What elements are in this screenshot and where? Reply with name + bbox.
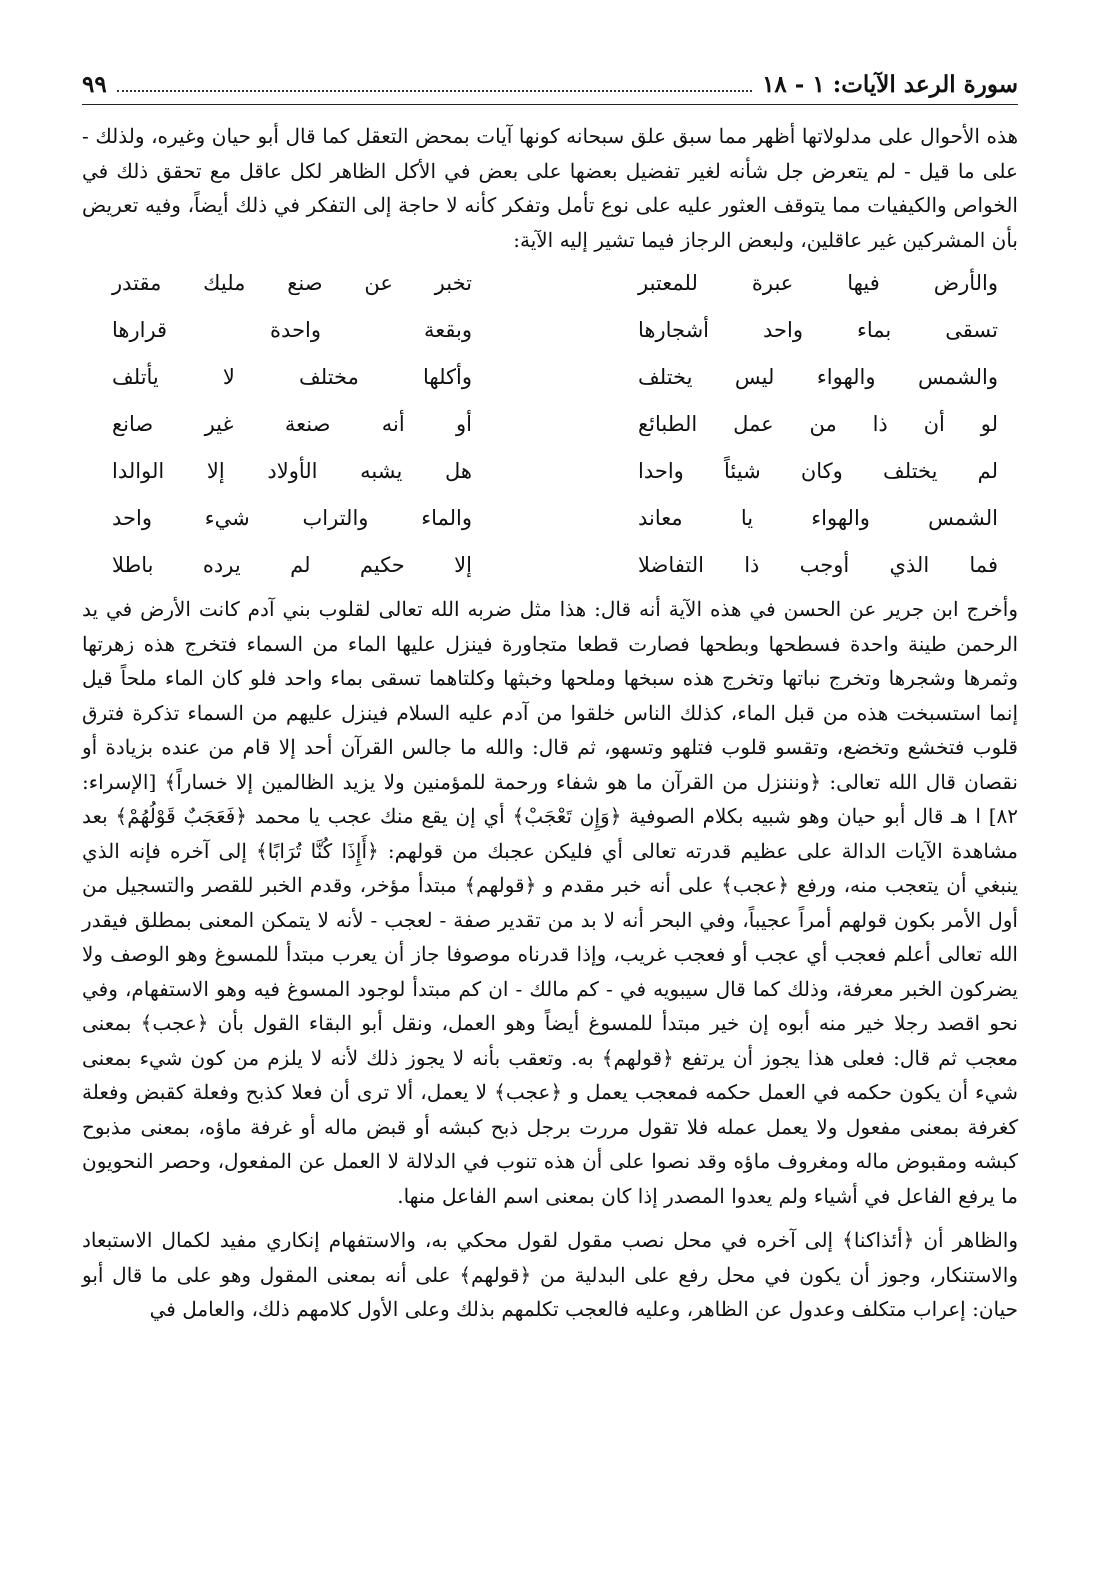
verse-second-hemistich: إلا حكيم لم يرده باطلا [112,552,472,577]
verse-line [82,447,1018,494]
verse-second-hemistich: هل يشبه الأولاد إلا الوالدا [112,458,472,483]
leader-dots [117,90,752,92]
paragraph-gap [82,1213,1018,1223]
verse-second-hemistich: وأكلها مختلف لا يأتلف [112,364,472,389]
verse-first-hemistich: والأرض فيها عبرة للمعتبر [638,270,998,295]
poem-verses [82,259,1018,588]
verse-first-hemistich: والشمس والهواء ليس يختلف [638,364,998,389]
verse-second-hemistich: وبقعة واحدة قرارها [112,317,472,342]
final-paragraph: والظاهر أن ﴿أئذاكنا﴾ إلى آخره في محل نصب مقول لقول محكي به، والاستفهام إنكاري مفيد لكمال الاستبعاد والاستنكار، وجوز أن يكون في محل رفع على البدلية من ﴿قولهم﴾ على أنه بمعنى المقول وهو على ما قال أبو حيان: إعراب متكلف وعدول عن الظاهر، وعليه فالعجب تكلمهم بذلك وعلى الأول كلامهم ذلك، والعامل في [82,1228,1018,1321]
verse-line [82,306,1018,353]
verse-first-hemistich: الشمس والهواء يا معاند [638,505,998,530]
verse-line [82,541,1018,588]
main-commentary-paragraph: وأخرج ابن جرير عن الحسن في هذه الآية أنه قال: هذا مثل ضربه الله تعالى لقلوب بني آدم كانت الأرض في يد الرحمن طينة واحدة فسطحها وبطحها فصارت قطعا متجاورة فينزل عليها الماء من السماء فتخرج هذه زهرتها وثمرها وشجرها وتخرج نباتها وتخرج هذه سبخها وملحها وخبثها وكلتاهما تسقى بماء واحد فلو كان الماء ملحاً قيل إنما استسبخت هذه من قبل الماء، كذلك الناس خلقوا من آدم عليه السلام فينزل عليهم من السماء تذكرة فترق قلوب فتخشع وتخضع، وتقسو قلوب فتلهو وتسهو، ثم قال: والله ما جالس القرآن أحد إلا قام من عنده بزيادة أو نقصان قال الله تعالى: ﴿ونننزل من القرآن ما هو شفاء ورحمة للمؤمنين ولا يزيد الظالمين إلا خساراً﴾ [الإسراء: ٨٢] ا هـ قال أبو حيان وهو شبيه بكلام الصوفية ﴿وَإِن تَعْجَبْ﴾ أي إن يقع منك عجب يا محمد ﴿فَعَجَبٌ قَوْلُهُمْ﴾ بعد مشاهدة الآيات الدالة على عظيم قدرته تعالى أي فليكن عجبك من قولهم: ﴿أَإِذَا كُنَّا تُرَابًا﴾ إلى آخره فإنه الذي ينبغي أن يتعجب منه، ورفع ﴿عجب﴾ على أنه خبر مقدم و ﴿قولهم﴾ مبتدأ مؤخر، وقدم الخبر للقصر والتسجيل من أول الأمر بكون قولهم أمراً عجيباً، وفي البحر أنه لا بد من تقدير صفة - لعجب - لأنه لا يتمكن المعنى بمطلق فيقدر الله تعالى أعلم فعجب أي عجب أو فعجب غريب، وإذا قدرناه موصوفا جاز أن يعرب مبتدأ للمسوغ وهو الوصف ولا يضركون الخبر معرفة، وذلك كما قال سيبويه في - كم مالك - ان كم مبتدأ لوجود المسوغ فيه وهو الاستفهام، وفي نحو اقصد رجلا خير منه أبوه إن خير مبتدأ للمسوغ أيضاً وهو العمل، ونقل أبو البقاء القول بأن ﴿عجب﴾ بمعنى معجب ثم قال: فعلى هذا يجوز أن يرتفع ﴿قولهم﴾ به. وتعقب بأنه لا يجوز ذلك لأنه لا يلزم من كون شيء بمعنى شيء أن يكون حكمه في العمل حكمه فمعجب يعمل و ﴿عجب﴾ لا يعمل، ألا ترى أن فعلا كذبح وفعلة كقبض وفعلة كغرفة بمعنى مفعول ولا يعمل عمله فلا تقول مررت برجل ذبح كبشه أو قبض ماله أو غرفة ماؤه، بمعنى مذبوح كبشه ومقبوض ماله ومغروف ماؤه وقد نصوا على أن هذه تنوب في الدلالة لا العمل عن المفعول، وحصر النحويون ما يرفع الفاعل في أشياء ولم يعدوا المصدر إذا كان بمعنى اسم الفاعل منها. [82,597,1018,1208]
intro-paragraph: هذه الأحوال على مدلولاتها أظهر مما سبق علق سبحانه كونها آيات بمحض التعقل كما قال أبو حيان وغيره، ولذلك - على ما قيل - لم يتعرض جل شأنه لغير تفضيل بعضها على بعض في الأكل الظاهر لكل عاقل مع تحقق ذلك في الخواص والكيفيات مما يتوقف العثور عليه على نوع تأمل وتفكر كأنه لا حاجة إلى التفكر في ذلك أيضاً، وفيه تعريض بأن المشركين غير عاقلين، ولبعض الرجاز فيما تشير إليه الآية: [82,124,1018,252]
verse-first-hemistich: لم يختلف وكان شيئاً واحدا [638,458,998,483]
running-header [82,58,1018,105]
verse-second-hemistich: والماء والتراب شيء واحد [112,505,472,530]
verse-line [82,494,1018,541]
page-number: ٩٩ [82,71,107,98]
verse-second-hemistich: تخبر عن صنع مليك مقتدر [112,270,472,295]
verse-first-hemistich: فما الذي أوجب ذا التفاضلا [638,552,998,577]
verse-first-hemistich: لو أن ذا من عمل الطبائع [638,411,998,436]
verse-second-hemistich: أو أنه صنعة غير صانع [112,411,472,436]
verse-line [82,259,1018,306]
verse-first-hemistich: تسقى بماء واحد أشجارها [638,317,998,342]
verse-line [82,353,1018,400]
surah-title: سورة الرعد الآيات: ١ - ١٨ [762,71,1018,98]
verse-line [82,400,1018,447]
